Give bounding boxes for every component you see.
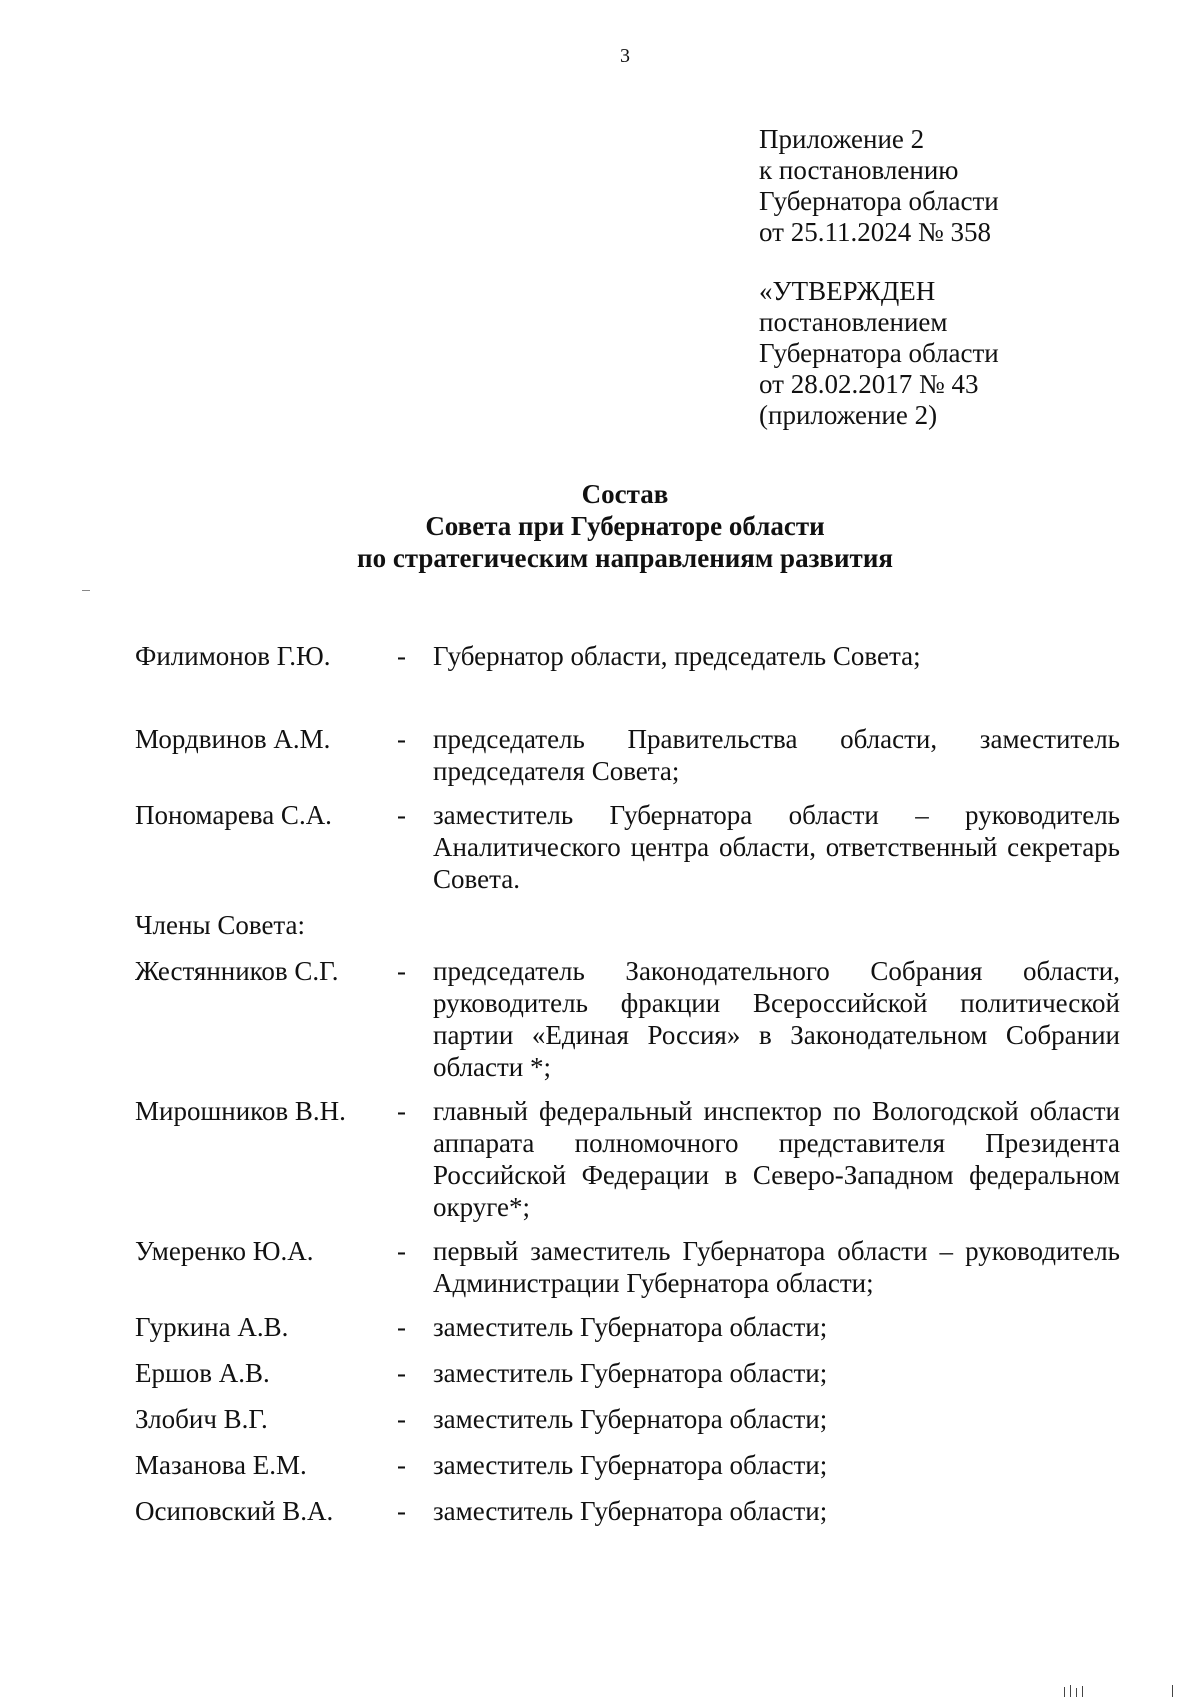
scan-edge-marks [1060, 1683, 1180, 1697]
member-dash: - [397, 1358, 406, 1388]
member-name: Осиповский В.А. [135, 1496, 334, 1526]
member-role: первый заместитель Губернатора области – руководитель Администрации Губернатора области; [433, 1236, 1120, 1298]
member-row [135, 1403, 1120, 1435]
member-name: Филимонов Г.Ю. [135, 641, 331, 671]
member-row [135, 1235, 1120, 1299]
document-title [0, 478, 1200, 574]
title-line: Совета при Губернаторе области [425, 511, 825, 541]
scan-tick [1076, 1688, 1077, 1697]
title-line: по стратегическим направлениям развития [357, 543, 893, 573]
member-row [135, 799, 1120, 895]
member-role: заместитель Губернатора области; [433, 1496, 828, 1526]
approved-line: от 28.02.2017 № 43 [759, 369, 979, 399]
member-row [135, 640, 1120, 672]
approved-line: (приложение 2) [759, 400, 938, 430]
member-role: заместитель Губернатора области – руководитель Аналитического центра области, ответственный секретарь Совета. [433, 800, 1120, 894]
annex-line: к постановлению [759, 155, 959, 185]
member-row [135, 1311, 1120, 1343]
approved-line: «УТВЕРЖДЕН [759, 276, 936, 306]
member-role: заместитель Губернатора области; [433, 1312, 828, 1342]
members-label: Члены Совета: [135, 910, 306, 940]
member-dash: - [397, 1236, 406, 1266]
member-name: Мордвинов А.М. [135, 724, 331, 754]
annex-line: от 25.11.2024 № 358 [759, 217, 991, 247]
annex-line: Губернатора области [759, 186, 999, 216]
page-number: 3 [620, 45, 630, 67]
member-role: Губернатор области, председатель Совета; [433, 641, 921, 671]
member-role: заместитель Губернатора области; [433, 1404, 828, 1434]
member-row [135, 723, 1120, 787]
council-composition [135, 640, 1120, 1527]
member-name: Пономарева С.А. [135, 800, 332, 830]
member-row [135, 955, 1120, 1083]
member-row [135, 1449, 1120, 1481]
member-role: председатель Правительства области, заместитель председателя Совета; [433, 724, 1120, 786]
member-name: Мирошников В.Н. [135, 1096, 346, 1126]
annex-line: Приложение 2 [759, 124, 925, 154]
scan-tick [1172, 1685, 1173, 1697]
member-name: Ершов А.В. [135, 1358, 270, 1388]
member-role: заместитель Губернатора области; [433, 1358, 828, 1388]
member-dash: - [397, 1450, 406, 1480]
member-dash: - [397, 724, 406, 754]
member-dash: - [397, 1312, 406, 1342]
approved-line: постановлением [759, 307, 948, 337]
approved-block [759, 276, 999, 431]
member-role: заместитель Губернатора области; [433, 1450, 828, 1480]
member-dash: - [397, 1404, 406, 1434]
member-row [135, 1357, 1120, 1389]
member-name: Жестянников С.Г. [135, 956, 339, 986]
member-name: Умеренко Ю.А. [135, 1236, 314, 1266]
member-dash: - [397, 800, 406, 830]
member-role: главный федеральный инспектор по Вологодской области аппарата полномочного представителя Президента Российской Федерации в Северо-Западном федеральном округе*; [433, 1096, 1120, 1222]
scan-tick [1070, 1685, 1071, 1697]
member-dash: - [397, 1096, 406, 1126]
scan-tick [1082, 1686, 1083, 1697]
member-name: Гуркина А.В. [135, 1312, 289, 1342]
member-name: Мазанова Е.М. [135, 1450, 307, 1480]
member-row [135, 1095, 1120, 1223]
scan-artifact [82, 590, 90, 591]
member-name: Злобич В.Г. [135, 1404, 268, 1434]
title-line: Состав [581, 479, 669, 509]
annex-block [759, 124, 999, 431]
scan-tick [1064, 1687, 1065, 1697]
member-dash: - [397, 956, 406, 986]
approved-line: Губернатора области [759, 338, 999, 368]
member-row [135, 1495, 1120, 1527]
member-role: председатель Законодательного Собрания области, руководитель фракции Всероссийской политической партии «Единая Россия» в Законодательном Собрании области *; [433, 956, 1120, 1082]
member-dash: - [397, 641, 406, 671]
member-dash: - [397, 1496, 406, 1526]
